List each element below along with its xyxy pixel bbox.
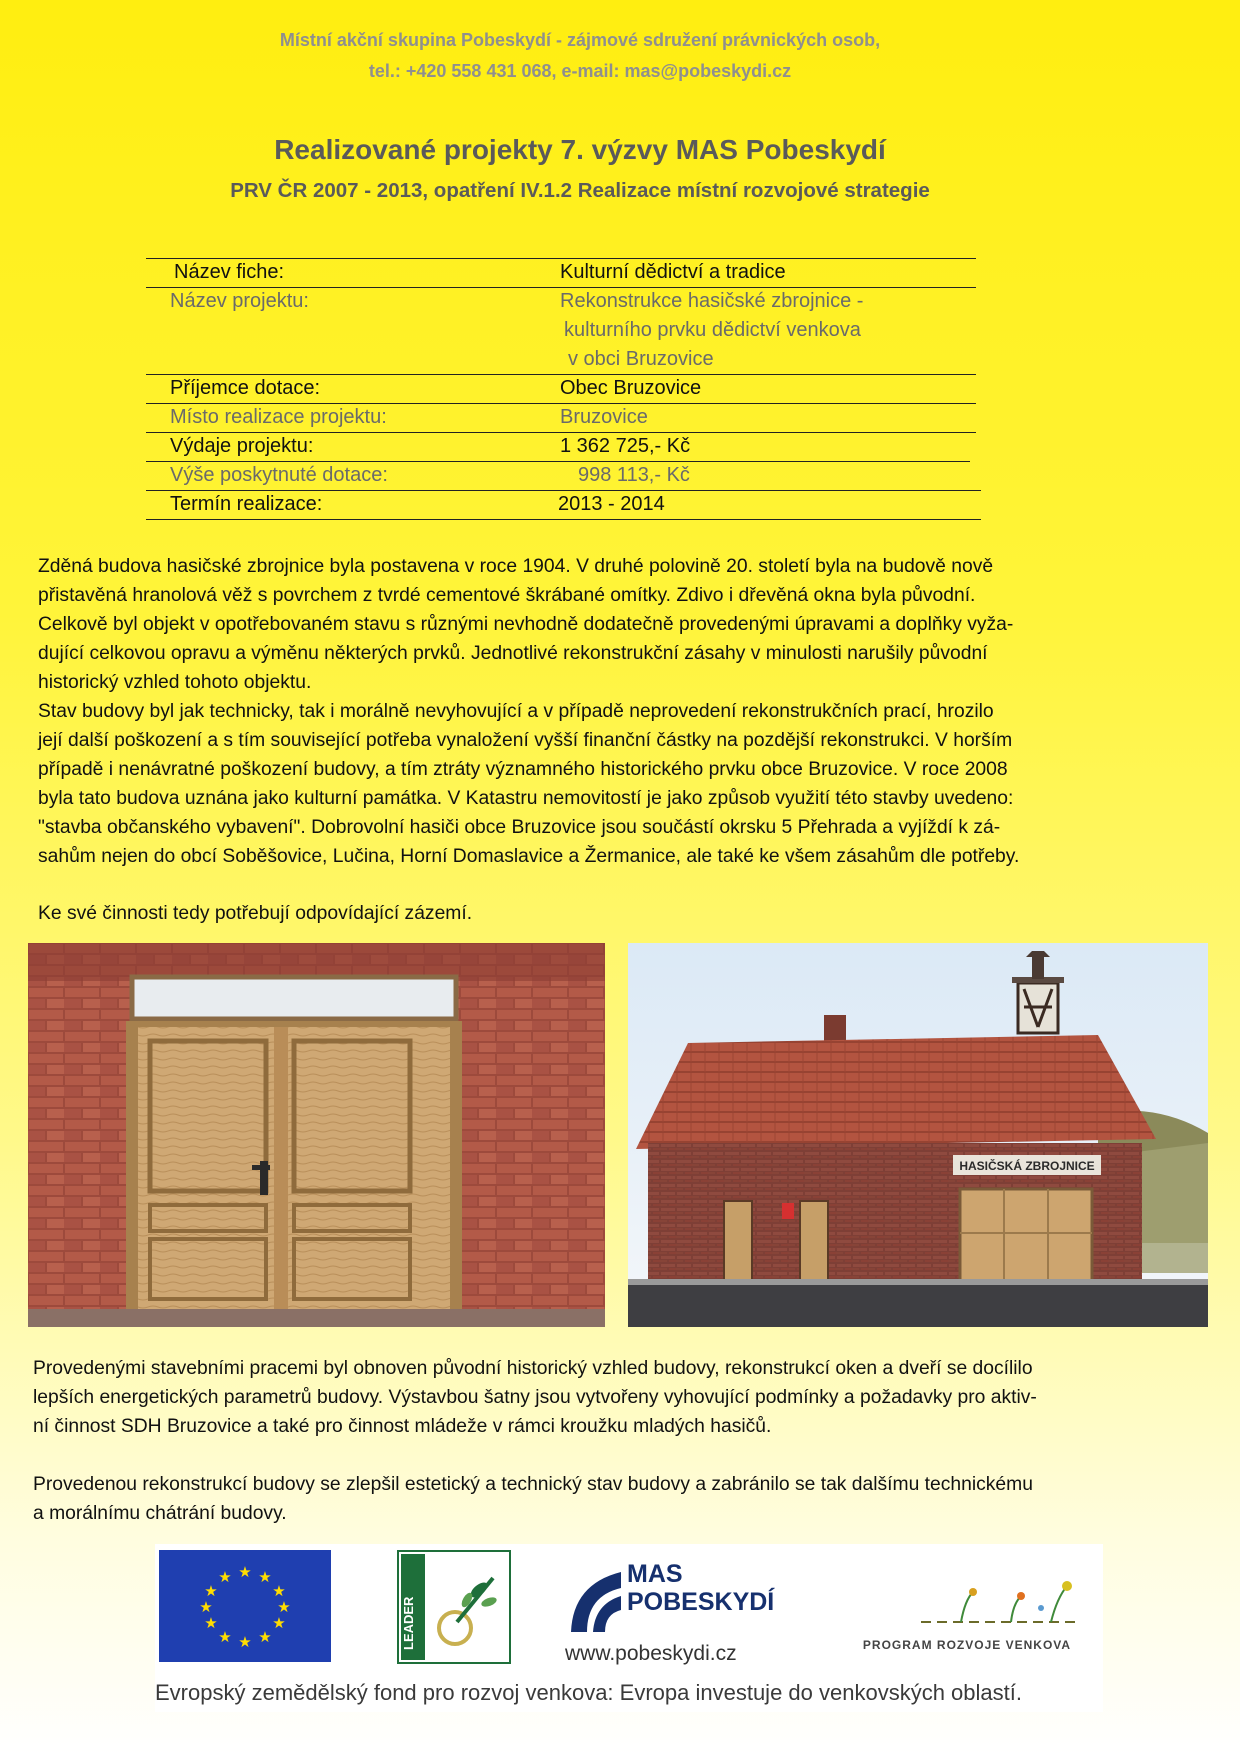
mas-arc-icon xyxy=(565,1566,625,1636)
term-value: 2013 - 2014 xyxy=(558,493,665,515)
info-row-subsidy xyxy=(146,461,976,490)
project-label: Název projektu: xyxy=(170,290,309,312)
eafrd-footer-text: Evropský zemědělský fond pro rozvoj venkova: Evropa investuje do venkovských oblastí. xyxy=(155,1680,1022,1705)
project-value-line1: Rekonstrukce hasičské zbrojnice - xyxy=(560,290,864,312)
info-row-fiche xyxy=(146,258,976,287)
mas-url: www.pobeskydi.cz xyxy=(565,1642,737,1665)
recipient-label: Příjemce dotace: xyxy=(170,377,321,399)
recipient-value: Obec Bruzovice xyxy=(560,377,702,399)
leader-logo xyxy=(397,1550,511,1664)
text-line: historický vzhled tohoto objektu. xyxy=(38,672,312,693)
text-line: Celkově byl objekt v opotřebovaném stavu s různými nevhodně dodatečně provedenými úpravami a doplňky vyža- xyxy=(38,614,1014,635)
organization-name: Místní akční skupina Pobeskydí - zájmové sdružení právnických osob, xyxy=(279,30,881,50)
fiche-value: Kulturní dědictví a tradice xyxy=(560,261,786,283)
svg-text:★: ★ xyxy=(204,1614,218,1632)
text-line: ní činnost SDH Bruzovice a také pro činnost mládeže v rámci kroužku mladých hasičů. xyxy=(33,1416,772,1437)
svg-text:★: ★ xyxy=(204,1582,218,1600)
results-paragraph-2 xyxy=(33,1470,1205,1528)
photo-fire-station xyxy=(628,943,1208,1327)
info-row-recipient xyxy=(146,374,976,403)
text-line: Zděná budova hasičské zbrojnice byla postavena v roce 1904. V druhé polovině 20. století byla na budově nově xyxy=(38,556,994,577)
info-row-project xyxy=(146,287,976,374)
leader-text: LEADER xyxy=(401,1596,416,1650)
door-photo-image xyxy=(28,943,605,1327)
program-rozvoje-venkova-logo xyxy=(835,1580,1099,1660)
text-line: a morálnímu chátrání budovy. xyxy=(33,1503,287,1524)
svg-text:★: ★ xyxy=(238,1633,252,1651)
mas-title-line2: POBESKYDÍ xyxy=(627,1588,775,1616)
eu-flag-icon xyxy=(159,1550,331,1662)
svg-text:★: ★ xyxy=(199,1598,213,1616)
text-line: přistavěná hranolová věž s povrchem z tvrdé cementové škrábané omítky. Zdivo i dřevěná okna byla původní. xyxy=(38,585,976,606)
info-row-costs xyxy=(146,432,976,461)
building-sign: HASIČSKÁ ZBROJNICE xyxy=(959,1159,1095,1173)
text-line: její další poškození a s tím související potřeba vynaložení vyšší finanční částky na pozdější rekonstrukci. V horším xyxy=(38,730,1013,751)
text-line: Provedenou rekonstrukcí budovy se zlepšil estetický a technický stav budovy a zabránilo se tak dalšímu technickému xyxy=(33,1474,1033,1495)
text-line: lepších energetických parametrů budovy. Výstavbou šatny jsou vytvořeny vyhovující podmínky a požadavky pro aktiv- xyxy=(33,1387,1037,1408)
prv-plants-icon xyxy=(921,1580,1091,1630)
logos-strip xyxy=(155,1544,1103,1712)
place-label: Místo realizace projektu: xyxy=(170,406,387,428)
subsidy-label: Výše poskytnuté dotace: xyxy=(170,464,388,486)
page-title: Realizované projekty 7. výzvy MAS Pobeskydí xyxy=(274,134,886,165)
costs-value: 1 362 725,- Kč xyxy=(560,435,691,457)
text-line: sahům nejen do obcí Soběšovice, Lučina, Horní Domaslavice a Žermanice, ale také ke všem zásahům dle potřeby. xyxy=(38,846,1020,867)
info-row-place xyxy=(146,403,976,432)
text-line: Stav budovy byl jak technicky, tak i morálně nevyhovující a v případě neprovedení rekonstrukčních prací, hrozilo xyxy=(38,701,994,722)
place-value: Bruzovice xyxy=(560,406,648,428)
prv-text: PROGRAM ROZVOJE VENKOVA xyxy=(862,1638,1072,1652)
results-paragraph-1 xyxy=(33,1354,1205,1441)
eu-flag-logo xyxy=(159,1550,331,1662)
text-line: dující celkovou opravu a výměnu některých prvků. Jednotlivé rekonstrukční zásahy v minulosti narušily původní xyxy=(38,643,988,664)
description-paragraph-1 xyxy=(38,552,1210,871)
svg-text:★: ★ xyxy=(272,1614,286,1632)
svg-text:★: ★ xyxy=(218,1568,232,1586)
term-label: Termín realizace: xyxy=(170,493,323,515)
text-line: "stavba občanského vybavení". Dobrovolní hasiči obce Bruzovice jsou součástí okrsku 5 Přehrada a vyjíždí k zá- xyxy=(38,817,1001,838)
photo-restored-door xyxy=(28,943,605,1327)
text-line: Ke své činnosti tedy potřebují odpovídající zázemí. xyxy=(38,903,473,924)
text-line: byla tato budova uznána jako kulturní památka. V Katastru nemovitostí je jako způsob využití této stavby uvedeno: xyxy=(38,788,1014,809)
fire-station-photo-image xyxy=(628,943,1208,1327)
text-line: Provedenými stavebními pracemi byl obnoven původní historický vzhled budovy, rekonstrukcí oken a dveří se docílilo xyxy=(33,1358,1033,1379)
text-line: případě i nenávratné poškození budovy, a tím ztráty významného historického prvku obce Bruzovice. V roce 2008 xyxy=(38,759,1008,780)
svg-text:★: ★ xyxy=(218,1628,232,1646)
description-paragraph-2 xyxy=(38,899,1210,928)
svg-text:★: ★ xyxy=(258,1568,272,1586)
svg-text:★: ★ xyxy=(238,1563,252,1581)
svg-text:★: ★ xyxy=(272,1582,286,1600)
costs-label: Výdaje projektu: xyxy=(170,435,314,457)
info-row-term xyxy=(146,490,976,519)
mas-pobeskydi-logo xyxy=(565,1560,775,1670)
fiche-label: Název fiche: xyxy=(174,261,285,283)
organization-contact: tel.: +420 558 431 068, e-mail: mas@pobeskydi.cz xyxy=(368,61,792,81)
leader-clover-icon xyxy=(397,1550,511,1664)
svg-text:★: ★ xyxy=(277,1598,291,1616)
subsidy-value: 998 113,- Kč xyxy=(578,464,690,486)
project-value-line2: kulturního prvku dědictví venkova xyxy=(564,319,861,341)
page-subtitle: PRV ČR 2007 - 2013, opatření IV.1.2 Realizace místní rozvojové strategie xyxy=(230,179,930,202)
project-value-line3: v obci Bruzovice xyxy=(568,348,714,370)
mas-title-line1: MAS xyxy=(627,1560,683,1588)
svg-text:★: ★ xyxy=(258,1628,272,1646)
